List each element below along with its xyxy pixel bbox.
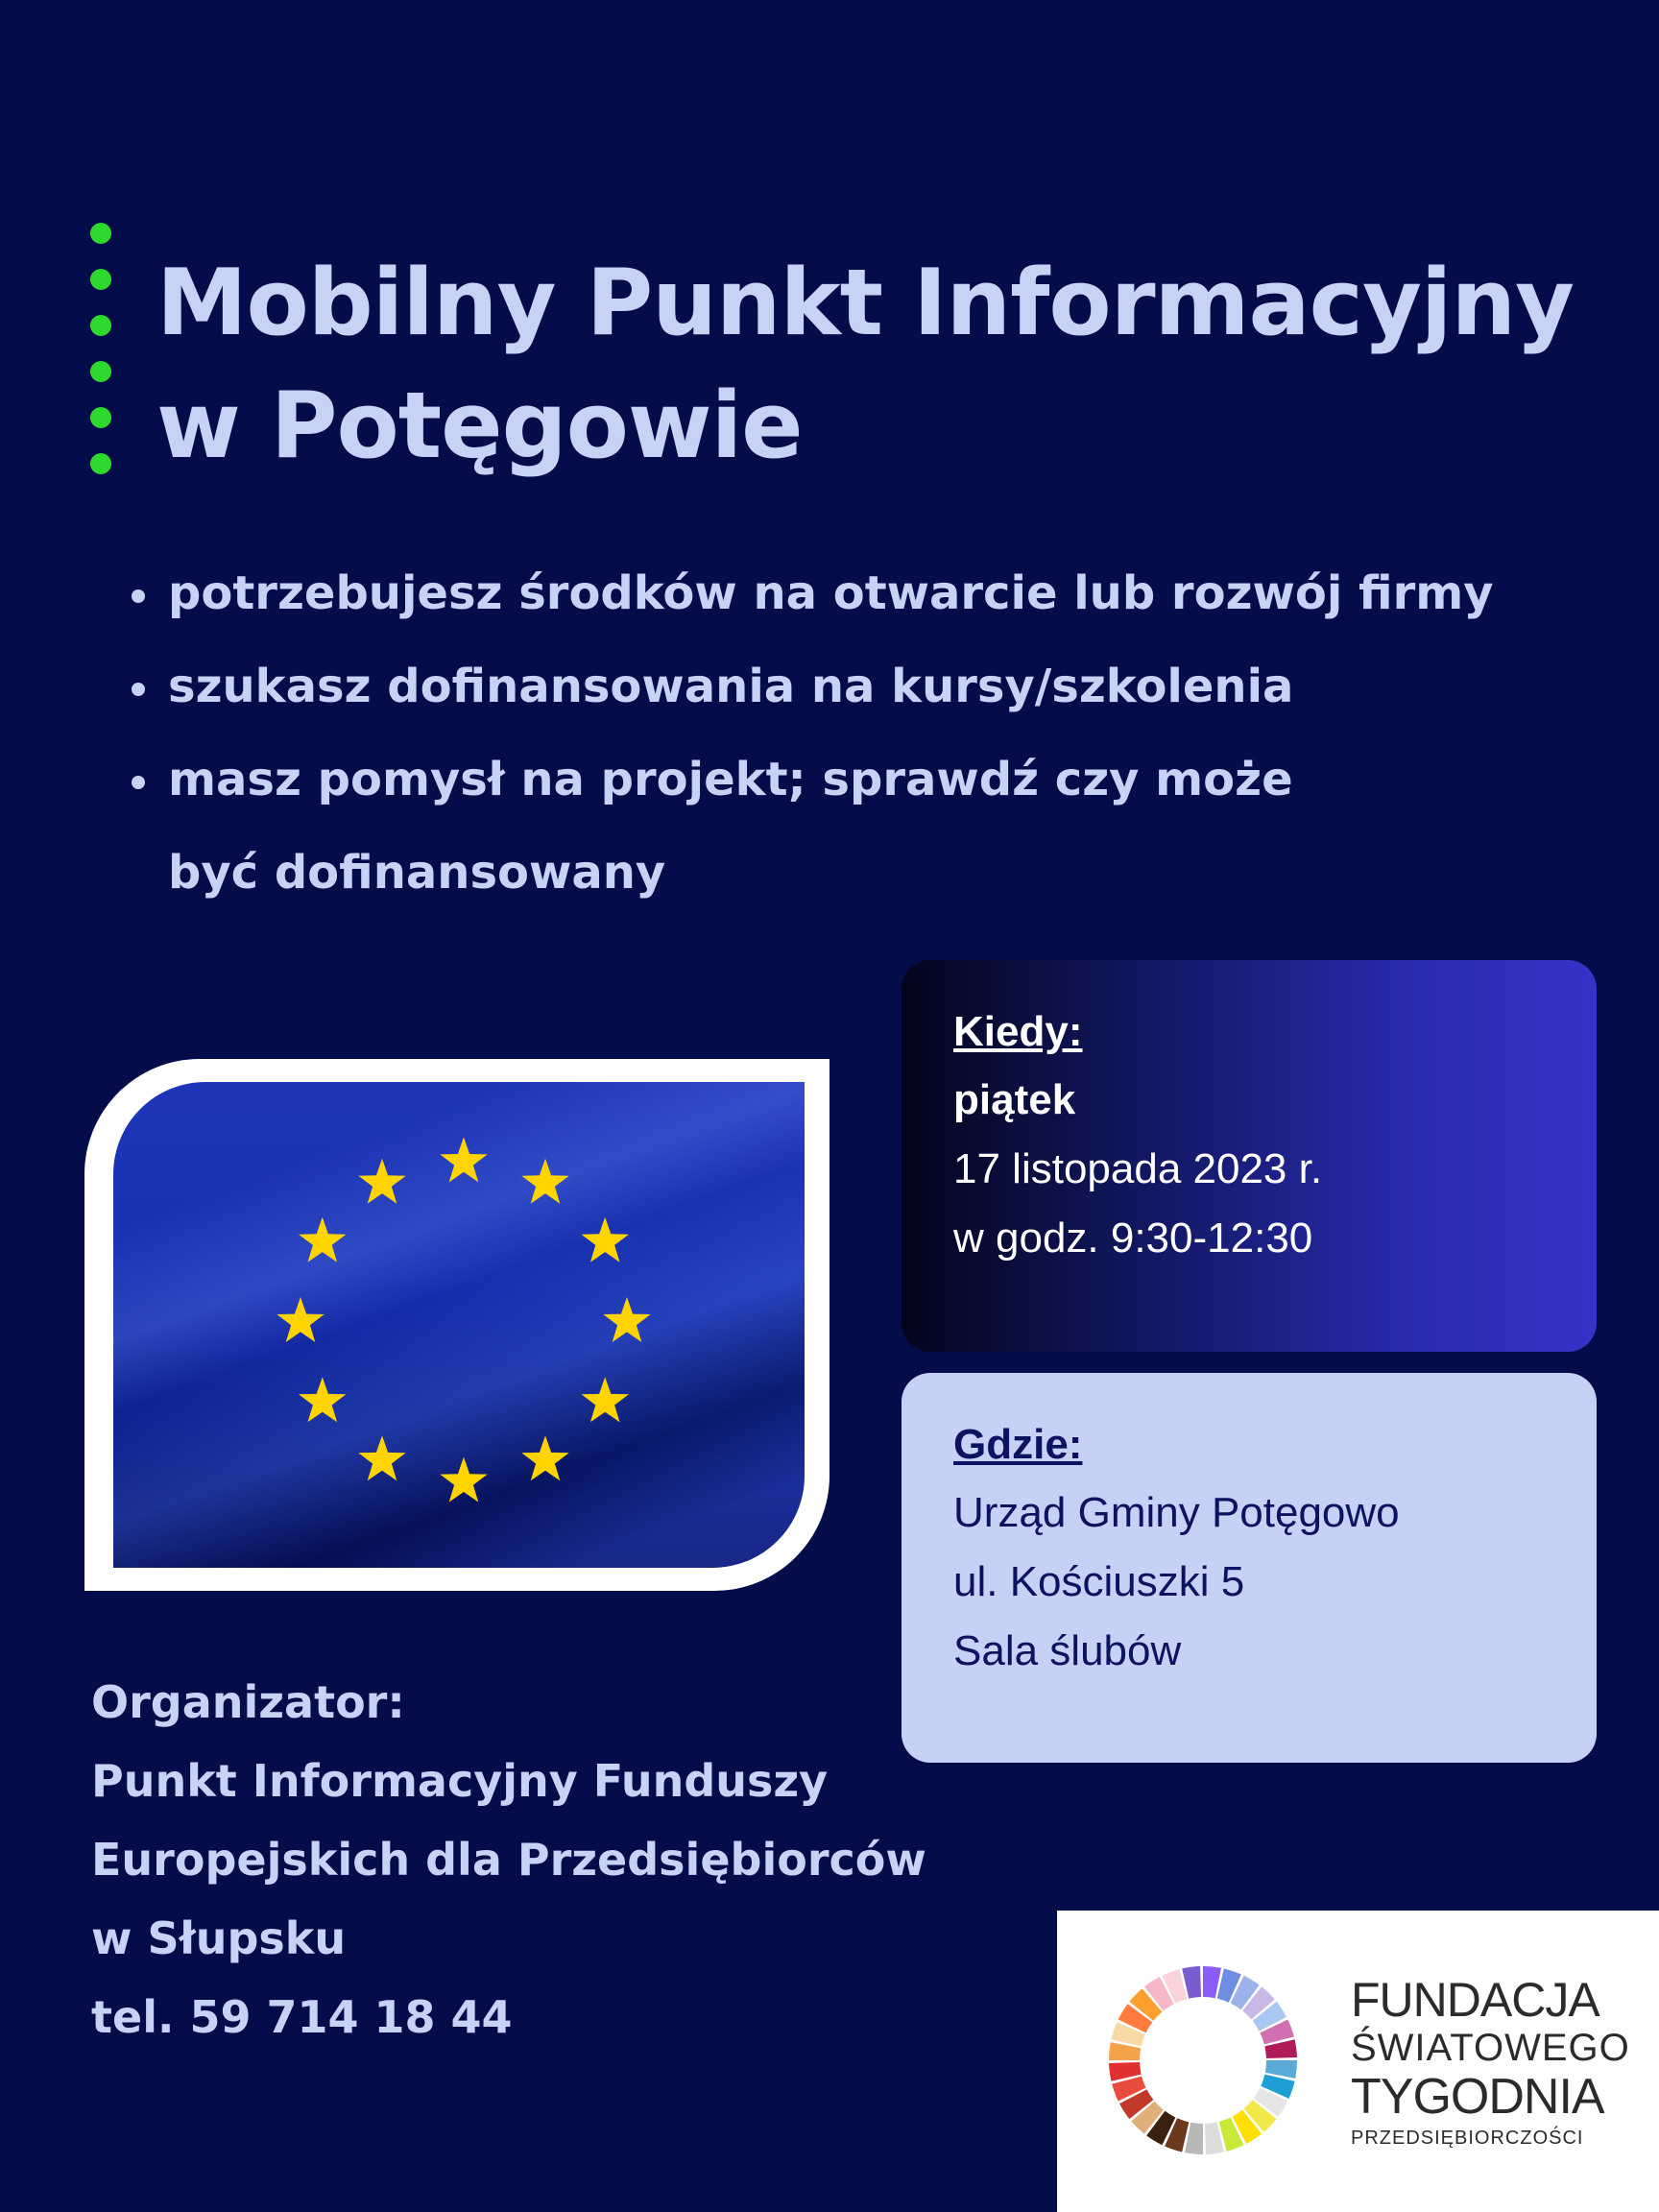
bullet-item: szukasz dofinansowania na kursy/szkolenia	[130, 640, 1512, 733]
bullet-list	[130, 547, 1512, 920]
eu-star-icon	[521, 1159, 568, 1204]
when-box	[902, 960, 1597, 1352]
eu-star-icon	[440, 1457, 487, 1503]
dot-icon	[90, 269, 111, 290]
when-date: 17 listopada 2023 r.	[953, 1145, 1323, 1192]
dot-icon	[90, 361, 111, 382]
where-line-1: Urząd Gminy Potęgowo	[953, 1489, 1400, 1536]
dot-icon	[90, 453, 111, 474]
logo-line-1: FUNDACJA	[1351, 1973, 1599, 2027]
page-title	[156, 242, 1574, 488]
eu-star-icon	[299, 1377, 347, 1422]
where-line-2: ul. Kościuszki 5	[953, 1558, 1245, 1605]
eu-flag-image	[113, 1082, 805, 1568]
eu-star-icon	[440, 1137, 487, 1182]
organizer-phone: tel. 59 714 18 44	[91, 1991, 513, 2043]
color-ring-icon	[1107, 1964, 1299, 2156]
bullet-item: masz pomysł na projekt; sprawdź czy może być dofinansowany	[130, 733, 1378, 920]
eu-star-icon	[603, 1297, 650, 1342]
where-label: Gdzie:	[953, 1421, 1083, 1468]
organizer-line-1: Punkt Informacyjny Funduszy	[91, 1755, 829, 1807]
bullet-item: potrzebujesz środków na otwarcie lub rozwój firmy	[130, 547, 1512, 640]
eu-star-icon	[521, 1435, 568, 1480]
eu-star-icon	[358, 1159, 405, 1204]
when-label: Kiedy:	[953, 1008, 1083, 1055]
dot-icon	[90, 315, 111, 336]
eu-star-icon	[276, 1297, 324, 1342]
foundation-logo	[1057, 1911, 1659, 2212]
organizer-line-2: Europejskich dla Przedsiębiorców	[91, 1834, 926, 1886]
eu-stars-icon	[113, 1082, 805, 1568]
title-line-2: w Potęgowie	[156, 373, 803, 479]
dot-icon	[90, 407, 111, 428]
organizer-block	[91, 1663, 955, 2056]
logo-text	[1351, 1974, 1630, 2152]
organizer-label: Organizator:	[91, 1676, 405, 1728]
eu-star-icon	[299, 1217, 347, 1262]
dot-icon	[90, 223, 111, 244]
logo-line-2: ŚWIATOWEGO	[1351, 2027, 1630, 2069]
eu-star-icon	[582, 1377, 630, 1422]
logo-line-4: PRZEDSIĘBIORCZOŚCI	[1351, 2128, 1584, 2149]
logo-line-3: TYGODNIA	[1351, 2069, 1604, 2125]
eu-flag-frame	[84, 1059, 830, 1591]
eu-star-icon	[582, 1217, 630, 1262]
where-line-3: Sala ślubów	[953, 1627, 1182, 1674]
eu-star-icon	[358, 1435, 405, 1480]
when-hours: w godz. 9:30-12:30	[953, 1214, 1313, 1262]
decorative-dots	[90, 223, 113, 499]
where-box	[902, 1373, 1597, 1763]
title-line-1: Mobilny Punkt Informacyjny	[156, 251, 1575, 356]
when-day: piątek	[953, 1076, 1076, 1123]
organizer-line-3: w Słupsku	[91, 1912, 347, 1964]
